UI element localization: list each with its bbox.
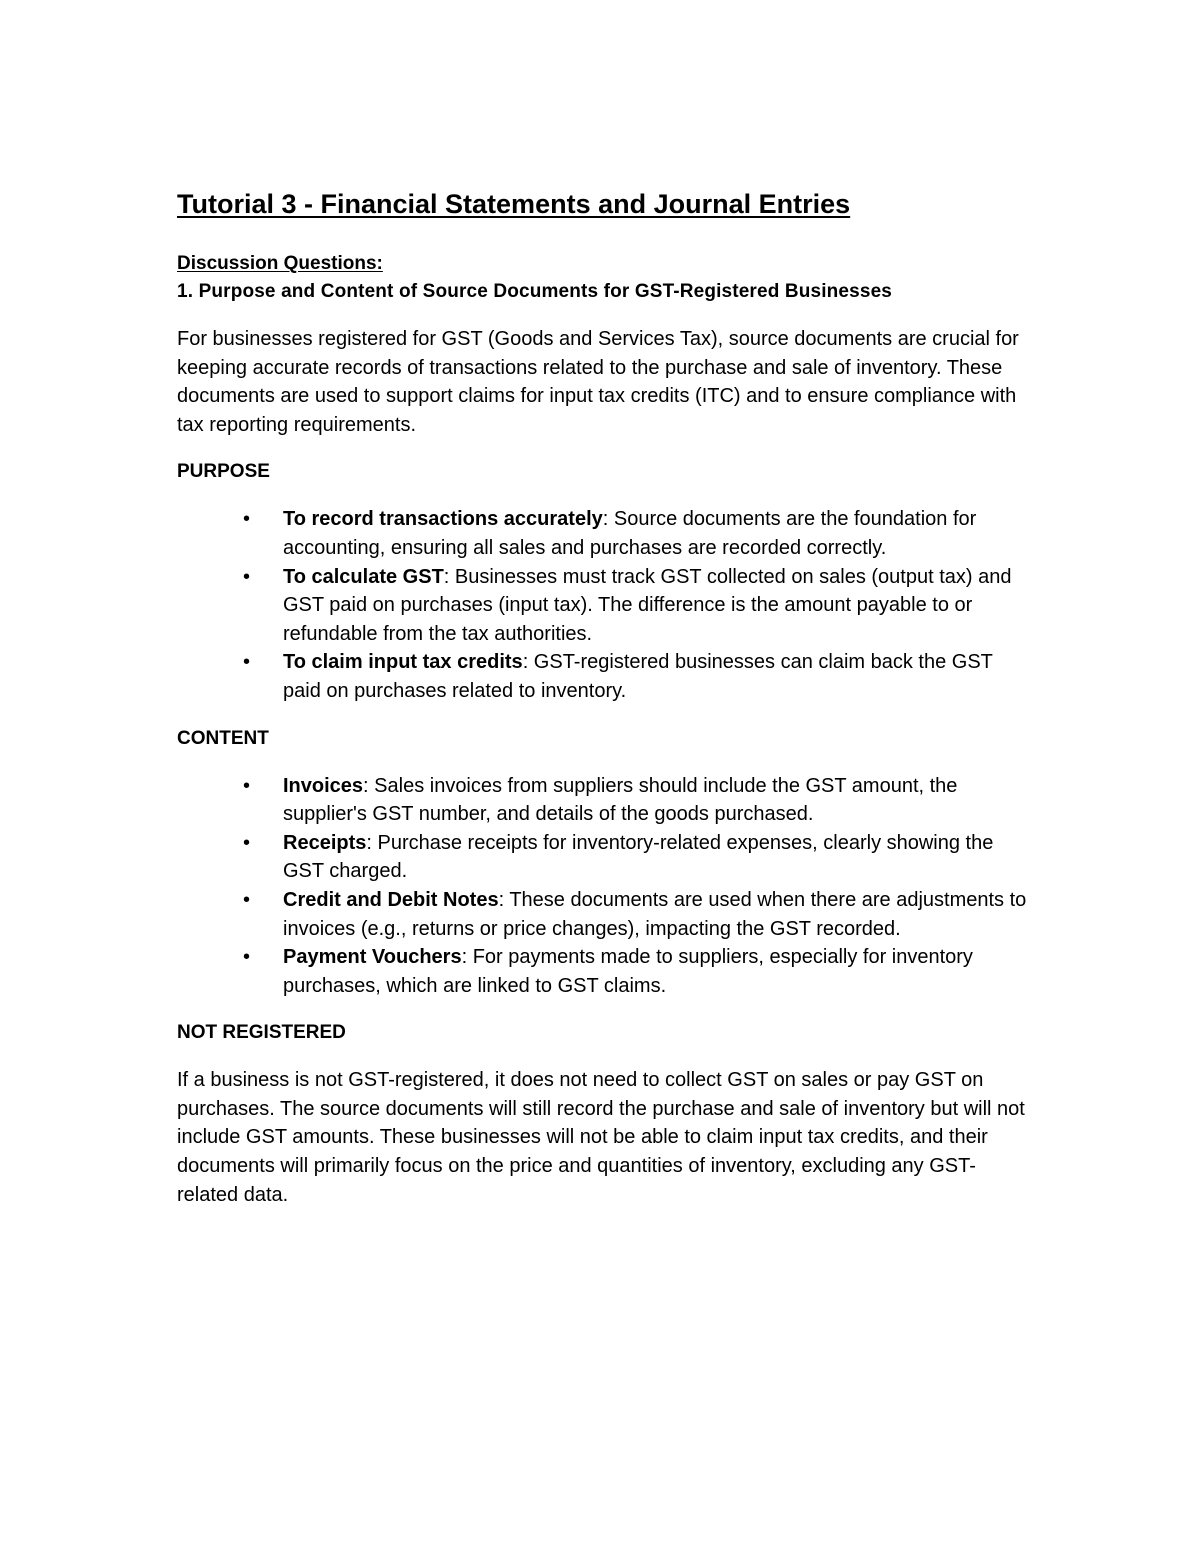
content-heading: CONTENT xyxy=(177,727,269,749)
bullet-icon: • xyxy=(243,831,251,854)
list-item-text: : These documents are used when there are adjustments to invoices (e.g., returns or price changes), impacting the GST recorded. xyxy=(283,888,1027,940)
purpose-heading: PURPOSE xyxy=(177,461,270,483)
list-item-text: : Businesses must track GST collected on sales (output tax) and GST paid on purchases (input tax). The difference is the amount payable to or refundable from the tax authorities. xyxy=(283,565,1012,645)
list-item-term: Payment Vouchers xyxy=(283,946,462,969)
list-item xyxy=(177,772,1027,829)
list-item xyxy=(177,505,1027,562)
document-page xyxy=(177,186,1027,1228)
list-item-term: To record transactions accurately xyxy=(283,508,603,531)
list-item-term: Invoices xyxy=(283,774,364,797)
not-registered-paragraph: If a business is not GST-registered, it does not need to collect GST on sales or pay GST on purchases. The source documents will still record the purchase and sale of inventory but will not include GST amounts. These businesses will not be able to claim input tax credits, and their documents will primarily focus on the price and quantities of inventory, excluding any GST-related data. xyxy=(177,1069,1025,1206)
list-item-term: Credit and Debit Notes xyxy=(283,888,499,911)
list-item-term: To claim input tax credits xyxy=(283,651,523,674)
list-item-text: : GST-registered businesses can claim back the GST paid on purchases related to inventory. xyxy=(283,651,993,702)
purpose-list xyxy=(177,505,1027,705)
bullet-icon: • xyxy=(243,774,251,797)
list-item-term: To calculate GST xyxy=(283,565,444,588)
bullet-icon: • xyxy=(243,888,251,911)
list-item-text: : Sales invoices from suppliers should include the GST amount, the supplier's GST number, and details of the goods purchased. xyxy=(283,774,958,826)
list-item-text: : Source documents are the foundation for accounting, ensuring all sales and purchases are recorded correctly. xyxy=(283,508,977,559)
intro-paragraph: For businesses registered for GST (Goods and Services Tax), source documents are crucial for keeping accurate records of transactions related to the purchase and sale of inventory. These documents are used to support claims for input tax credits (ITC) and to ensure compliance with tax reporting requirements. xyxy=(177,328,1019,436)
list-item xyxy=(177,829,1027,886)
list-item-text: : For payments made to suppliers, especially for inventory purchases, which are linked to GST claims. xyxy=(283,946,973,997)
document-title: Tutorial 3 - Financial Statements and Journal Entries xyxy=(177,189,851,219)
list-item xyxy=(177,886,1027,943)
question-heading: 1. Purpose and Content of Source Documents for GST-Registered Businesses xyxy=(177,281,892,302)
list-item xyxy=(177,943,1027,1000)
bullet-icon: • xyxy=(243,565,251,588)
bullet-icon: • xyxy=(243,946,251,969)
bullet-icon: • xyxy=(243,651,251,674)
bullet-icon: • xyxy=(243,508,251,531)
list-item xyxy=(177,648,1027,705)
list-item xyxy=(177,563,1027,649)
not-registered-heading: NOT REGISTERED xyxy=(177,1022,346,1044)
content-list xyxy=(177,772,1027,1001)
list-item-term: Receipts xyxy=(283,831,367,854)
discussion-questions-label: Discussion Questions: xyxy=(177,253,383,274)
list-item-text: : Purchase receipts for inventory-related expenses, clearly showing the GST charged. xyxy=(283,831,994,883)
